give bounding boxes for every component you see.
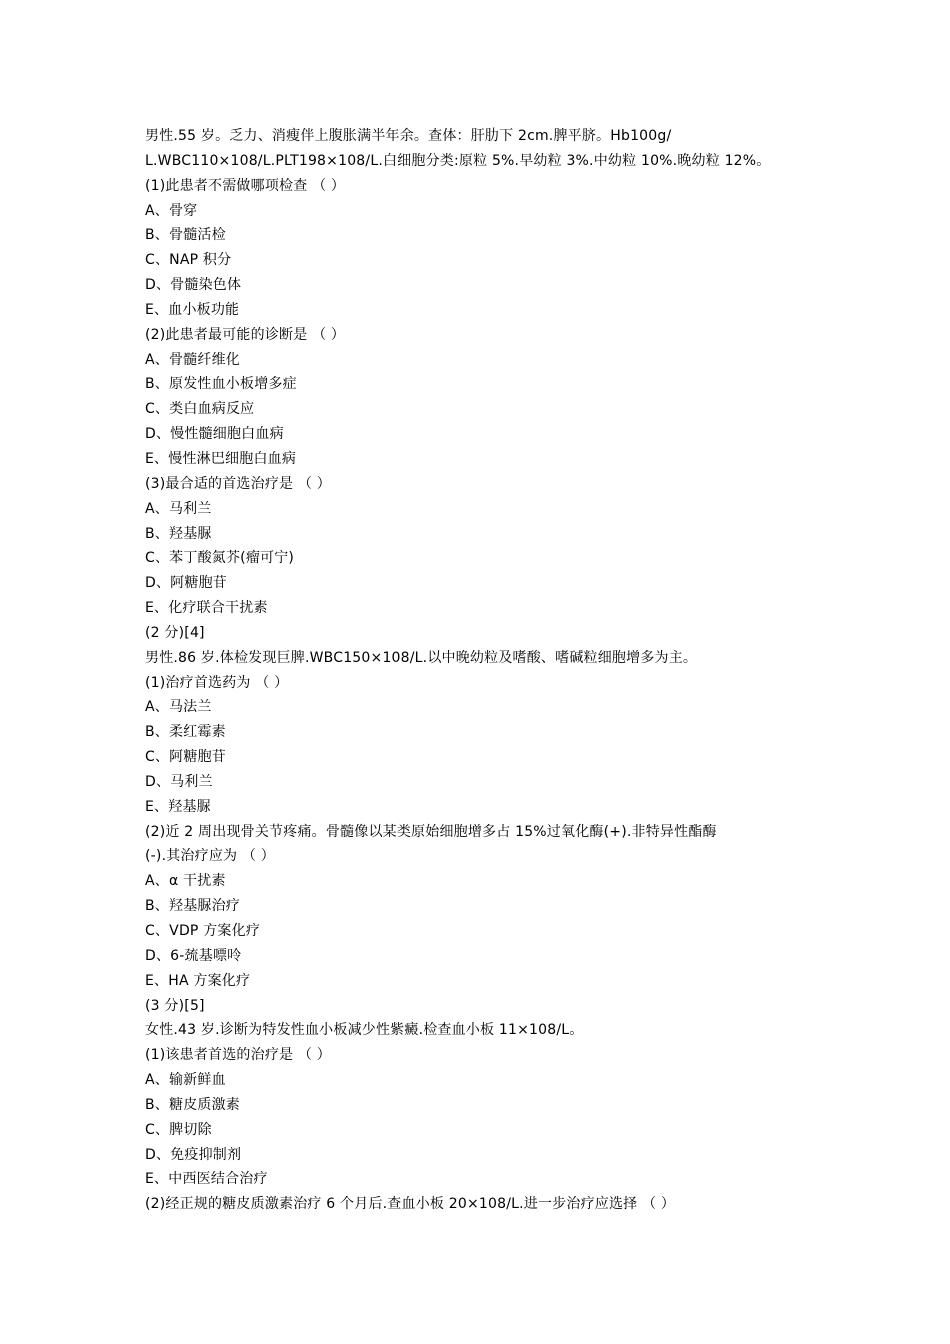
case-text-line: 男性.86 岁.体检发现巨脾.WBC150×108/L.以中晚幼粒及嗜酸、嗜碱粒细胞增多为主。 [145, 649, 698, 666]
section-header: (2 分)[4] [145, 624, 205, 641]
option-line: D、马利兰 [145, 773, 213, 790]
option-line: E、中西医结合治疗 [145, 1171, 268, 1188]
option-line: A、骨髓纤维化 [145, 351, 240, 368]
option-line: E、羟基脲 [145, 798, 211, 815]
option-line: C、阿糖胞苷 [145, 749, 226, 766]
option-line: D、慢性髓细胞白血病 [145, 426, 284, 443]
case-text-line: L.WBC110×108/L.PLT198×108/L.白细胞分类:原粒 5%.早幼粒 3%.中幼粒 10%.晚幼粒 12%。 [145, 152, 771, 169]
option-line: D、6-巯基嘌呤 [145, 947, 242, 964]
option-line: A、马法兰 [145, 699, 212, 716]
option-line: C、类白血病反应 [145, 401, 255, 418]
section-header: (3 分)[5] [145, 997, 205, 1014]
option-line: A、马利兰 [145, 500, 212, 517]
option-line: B、原发性血小板增多症 [145, 376, 297, 393]
option-line: C、VDP 方案化疗 [145, 923, 261, 939]
option-line: E、HA 方案化疗 [145, 972, 251, 989]
question-line: (1)此患者不需做哪项检查 （ ） [145, 177, 346, 194]
option-line: E、化疗联合干扰素 [145, 600, 268, 617]
option-line: C、NAP 积分 [145, 252, 232, 269]
option-line: D、阿糖胞苷 [145, 575, 227, 592]
option-line: C、脾切除 [145, 1121, 212, 1138]
option-line: A、输新鲜血 [145, 1072, 226, 1089]
option-line: D、免疫抑制剂 [145, 1146, 242, 1163]
option-line: B、骨髓活检 [145, 227, 226, 244]
question-line: (2)此患者最可能的诊断是 （ ） [145, 326, 346, 343]
option-line: D、骨髓染色体 [145, 277, 242, 294]
question-line: (2)经正规的糖皮质激素治疗 6 个月后.查血小板 20×108/L.进一步治疗应选择 （ ） [145, 1196, 676, 1213]
document-body [145, 124, 825, 1217]
option-line: A、α 干扰素 [145, 873, 226, 890]
option-line: A、骨穿 [145, 202, 198, 219]
question-line: (1)该患者首选的治疗是 （ ） [145, 1047, 331, 1064]
option-line: C、苯丁酸氮芥(瘤可宁) [145, 550, 295, 567]
option-line: B、柔红霉素 [145, 724, 226, 741]
question-line: (2)近 2 周出现骨关节疼痛。骨髓像以某类原始细胞增多占 15%过氧化酶(+).非特异性酯酶 [145, 823, 717, 840]
question-line: (3)最合适的首选治疗是 （ ） [145, 475, 331, 492]
option-line: E、慢性淋巴细胞白血病 [145, 450, 297, 467]
case-text-line: 男性.55 岁。乏力、消瘦伴上腹胀满半年余。查体：肝肋下 2cm.脾平脐。Hb100g/ [145, 128, 672, 144]
option-line: B、糖皮质激素 [145, 1096, 241, 1113]
option-line: B、羟基脲治疗 [145, 898, 241, 915]
option-line: E、血小板功能 [145, 301, 240, 318]
question-line: (-).其治疗应为 （ ） [145, 848, 275, 865]
question-line: (1)治疗首选药为 （ ） [145, 674, 289, 691]
option-line: B、羟基脲 [145, 525, 212, 542]
case-text-line: 女性.43 岁.诊断为特发性血小板减少性紫癜.检查血小板 11×108/L。 [145, 1022, 584, 1039]
